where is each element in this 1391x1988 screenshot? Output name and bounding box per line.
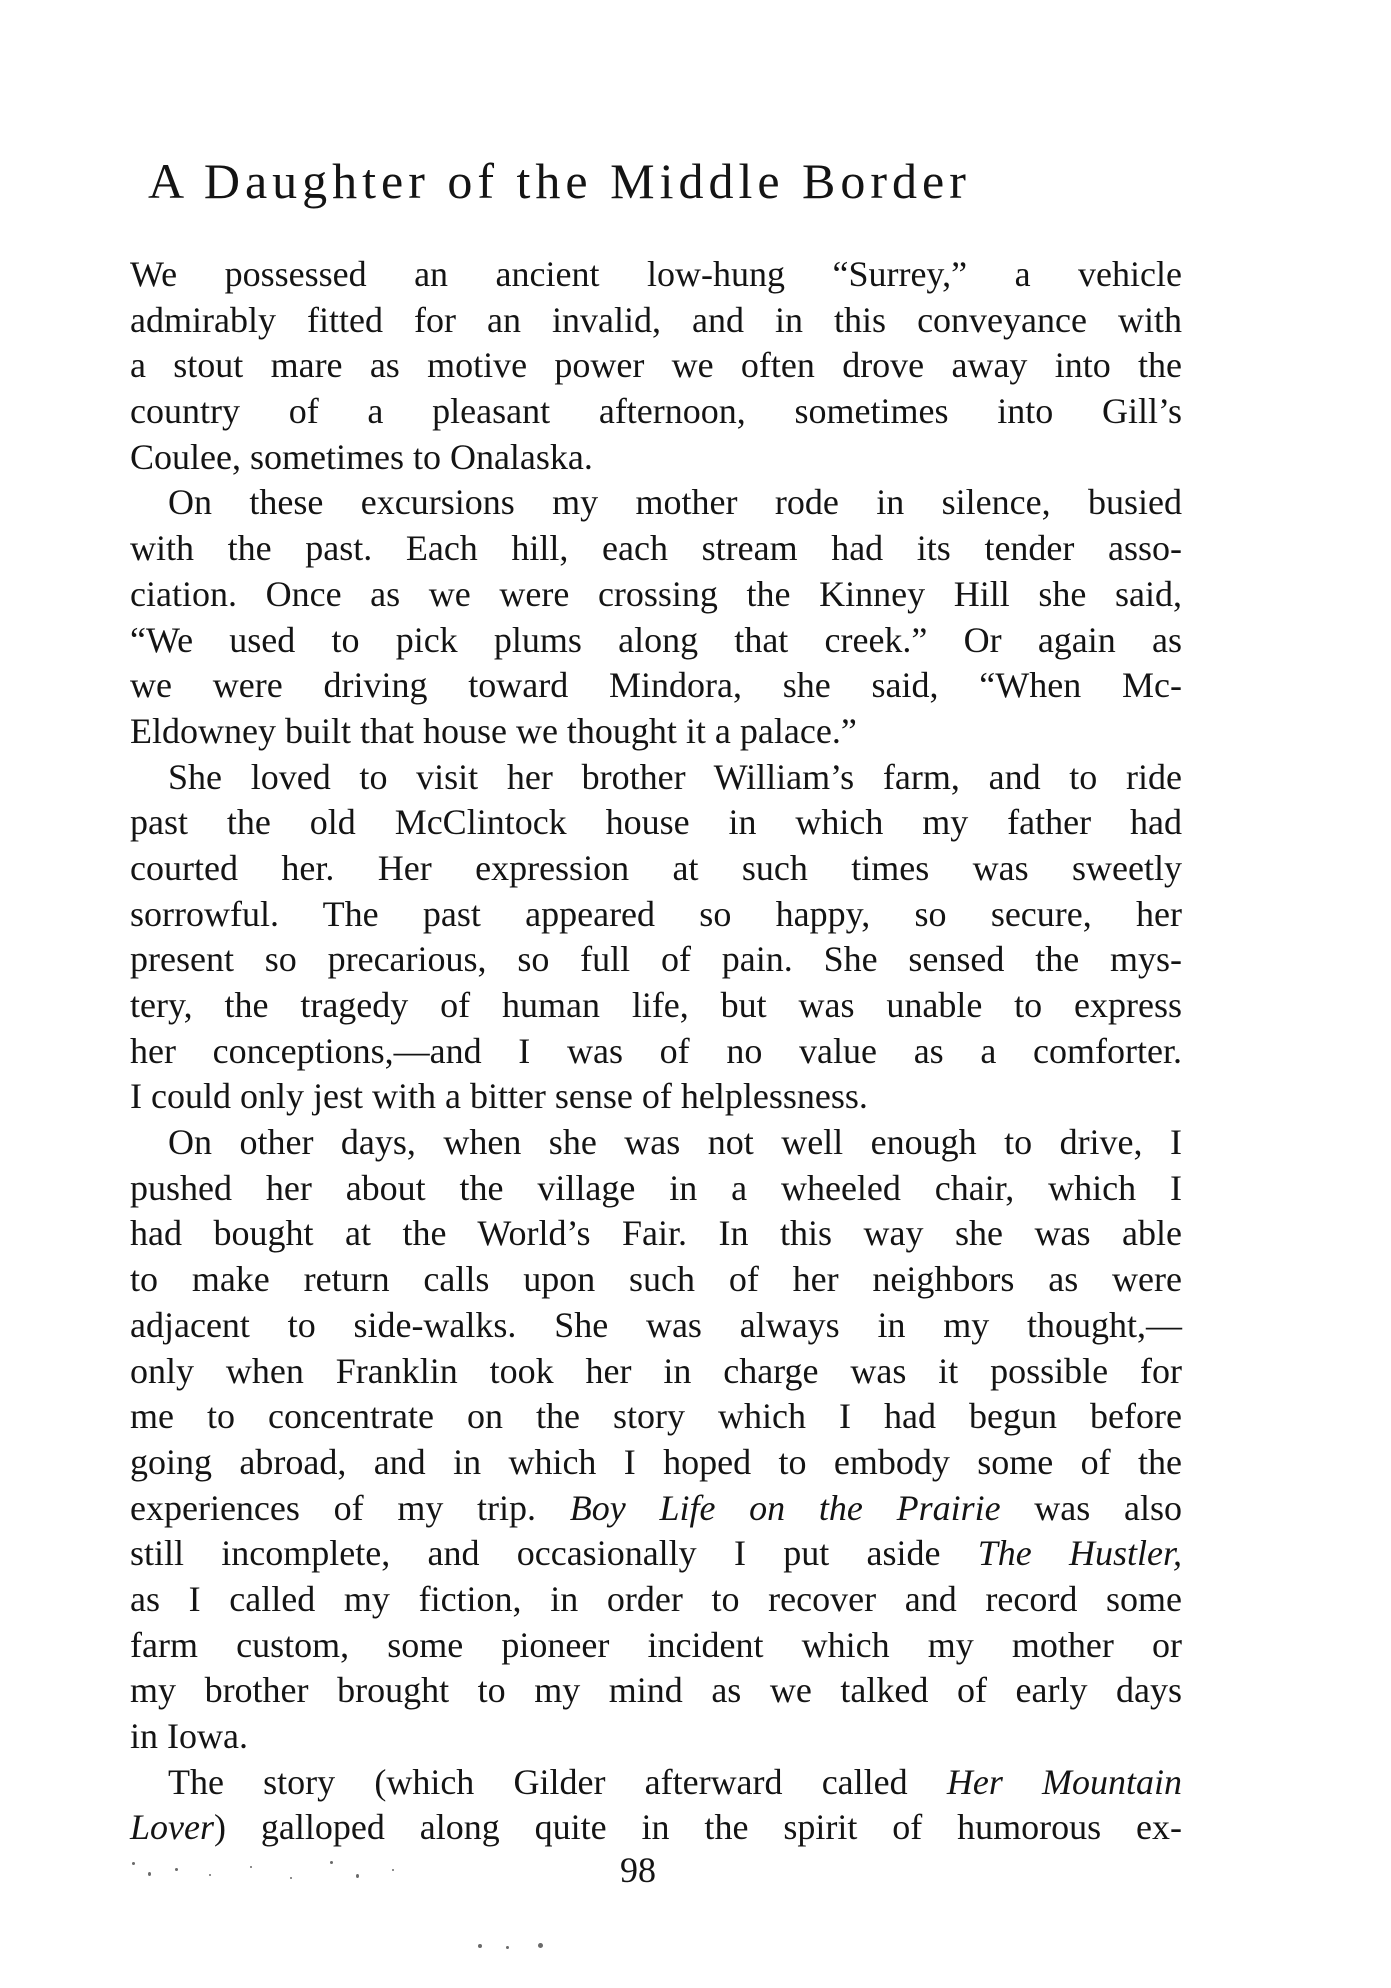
text-line: her conceptions,—and I was of no value as a comforter.	[130, 1030, 1182, 1071]
running-head: A Daughter of the Middle Border	[148, 153, 971, 209]
text-line: Coulee, sometimes to Onalaska.	[130, 436, 593, 477]
text-line: sorrowful. The past appeared so happy, so secure, her	[130, 893, 1182, 934]
scan-speck	[478, 1944, 482, 1948]
text-line: we were driving toward Mindora, she said, “When Mc-	[130, 665, 1182, 706]
text-line: had bought at the World’s Fair. In this way she was able	[130, 1213, 1182, 1254]
text-line: as I called my fiction, in order to recover and record some	[130, 1578, 1182, 1619]
book-title: Boy Life on the Prairie	[569, 1487, 1001, 1528]
text-line: to make return calls upon such of her neighbors as were	[130, 1259, 1182, 1300]
text-line: adjacent to side-walks. She was always in my thought,—	[130, 1304, 1182, 1345]
text-line: country of a pleasant afternoon, sometimes into Gill’s	[130, 391, 1182, 432]
text-line: going abroad, and in which I hoped to embody some of the	[130, 1441, 1182, 1482]
scan-speck	[250, 1866, 252, 1868]
text-line: Eldowney built that house we thought it a palace.”	[130, 710, 857, 751]
text-line: On other days, when she was not well enough to drive, I	[168, 1122, 1182, 1163]
text-line: with the past. Each hill, each stream had its tender asso-	[130, 528, 1182, 569]
text-line: me to concentrate on the story which I had begun before	[130, 1396, 1182, 1437]
text-line: farm custom, some pioneer incident which my mother or	[130, 1624, 1182, 1665]
text-line: in Iowa.	[130, 1716, 248, 1756]
text-line: ciation. Once as we were crossing the Kinney Hill she said,	[130, 573, 1182, 614]
scan-speck	[175, 1868, 178, 1871]
scan-speck	[356, 1874, 359, 1878]
scan-speck	[330, 1861, 333, 1864]
scan-speck	[290, 1877, 292, 1879]
scan-speck	[209, 1874, 211, 1876]
text-line: I could only jest with a bitter sense of helplessness.	[130, 1076, 868, 1117]
text-line: On these excursions my mother rode in silence, busied	[168, 482, 1182, 523]
text-line: experiences of my trip. Boy Life on the Prairie was also	[130, 1487, 1182, 1528]
text-line: only when Franklin took her in charge was it possible for	[130, 1350, 1182, 1391]
page-number: 98	[620, 1850, 656, 1890]
text-line: past the old McClintock house in which my father had	[130, 802, 1182, 843]
scan-speck	[132, 1862, 135, 1865]
text-line: Lover) galloped along quite in the spirit of humorous ex-	[130, 1807, 1182, 1848]
text-line: courted her. Her expression at such times was sweetly	[130, 847, 1182, 888]
scan-speck	[148, 1872, 151, 1876]
text-line: We possessed an ancient low-hung “Surrey,” a vehicle	[130, 254, 1182, 294]
text-line: a stout mare as motive power we often drove away into the	[130, 345, 1182, 386]
text-line: pushed her about the village in a wheeled chair, which I	[130, 1167, 1182, 1208]
book-title: The Hustler,	[977, 1533, 1182, 1574]
book-title: Her Mountain	[946, 1761, 1183, 1802]
text-line: “We used to pick plums along that creek.” Or again as	[130, 619, 1182, 660]
scan-speck	[538, 1943, 543, 1948]
text-line: She loved to visit her brother William’s farm, and to ride	[168, 756, 1182, 797]
scan-speck	[506, 1946, 509, 1949]
scan-speck	[392, 1869, 394, 1871]
text-line: still incomplete, and occasionally I put aside The Hustler,	[130, 1533, 1182, 1574]
text-line: The story (which Gilder afterward called Her Mountain	[168, 1761, 1183, 1802]
text-line: admirably fitted for an invalid, and in this conveyance with	[130, 299, 1182, 340]
text-line: tery, the tragedy of human life, but was unable to express	[130, 985, 1182, 1025]
book-title: Lover	[130, 1807, 214, 1848]
text-line: my brother brought to my mind as we talked of early days	[130, 1670, 1182, 1711]
body-text	[130, 252, 1182, 1851]
text-line: present so precarious, so full of pain. She sensed the mys-	[130, 939, 1182, 980]
